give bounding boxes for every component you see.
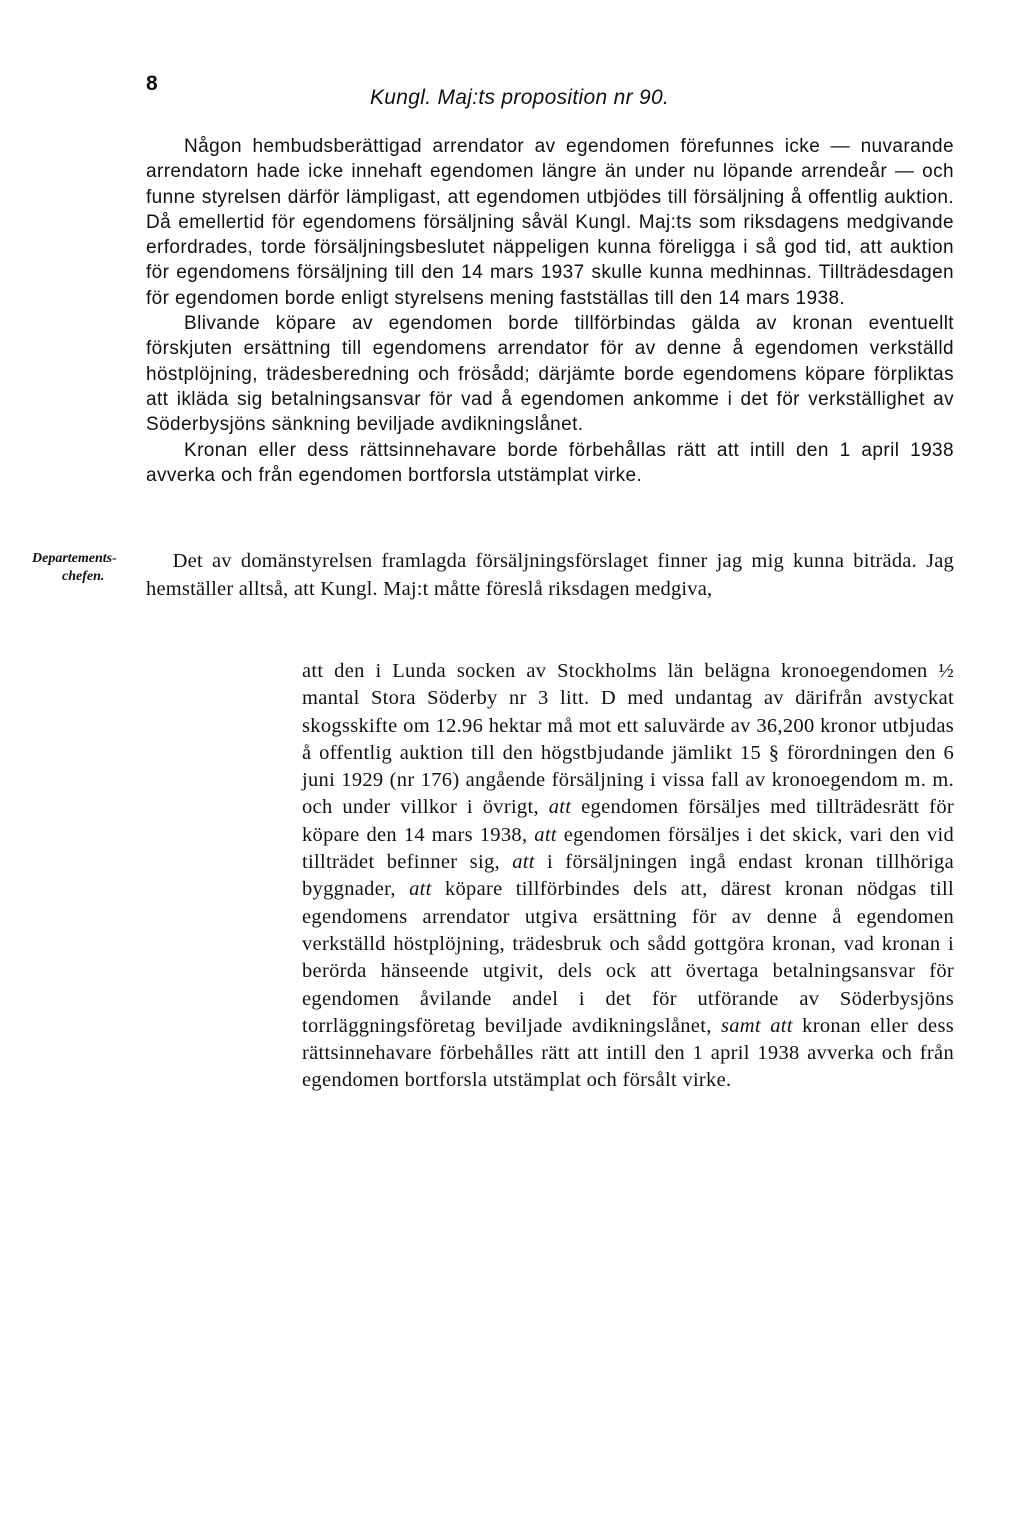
proposal-segment-1: att den i Lunda socken av Stockholms län belägna kronoegendomen ½ mantal Stora Söderby nr 3 litt. D med undantag av därifrån avstyckat skogsskifte om 12.96 hektar må mot ett saluvärde av 36,200 kronor utbjudas å offentlig auktion till den högstbjudande jämlikt 15 § förordningen den 6 juni 1929 (nr 176) angående försäljning i vissa fall av kronoegendom m. m. och under villkor i övrigt, (302, 660, 954, 819)
body-text (146, 134, 954, 488)
proposal-segment-5: köpare tillförbindes dels att, därest kronan nödgas till egendomens arrendator utgiva ersättning för av denne å egendomen verkställd höstplöjning, trädesbruk och sådd gottgöra kronan, vad kronan i berörda hänseende utgivit, dels ock att övertaga betalningsansvar för egendomen åvilande andel i det för utförande av Söderbysjöns torrläggningsföretag beviljade avdikningslånet, (302, 878, 954, 1037)
proposal-segment-6: kronan eller dess rättsinnehavare förbehålles rätt att intill den 1 april 1938 avverka och från egendomen bortforsla utstämplat och försålt virke. (302, 1014, 955, 1092)
proposal-paragraph (302, 658, 954, 1095)
samt-att-italic: samt att (720, 1014, 793, 1037)
minister-paragraph: Det av domänstyrelsen framlagda försäljningsförslaget finner jag mig kunna biträda. Jag hemställer alltså, att Kungl. Maj:t måtte föreslå riksdagen medgiva, (146, 550, 954, 600)
paragraph-1: Någon hembudsberättigad arrendator av egendomen förefunnes icke — nuvarande arrendatorn hade icke innehaft egendomen längre än under nu löpande arrendeår — och funne styrelsen därför lämpligast, att egendomen utbjödes till försäljning å offentlig auktion. Då emellertid för egendomens försäljning såväl Kungl. Maj:ts som riksdagens medgivande erfordrades, torde försäljningsbeslutet näppeligen kunna föreligga i så god tid, att auktion för egendomens försäljning till den 14 mars 1937 skulle kunna medhinnas. Tillträdesdagen för egendomen borde enligt styrelsens mening fastställas till den 14 mars 1938. (146, 136, 954, 309)
proposal-segment-3: egendomen försäljes i det skick, vari den vid tillträdet befinner sig, (302, 823, 955, 874)
att-italic-2: att (534, 823, 557, 846)
proposal (302, 658, 954, 1095)
page-number: 8 (146, 72, 158, 95)
att-italic-4: att (409, 878, 432, 901)
proposal-segment-4: i försäljningen ingå endast kronan tillhöriga byggnader, (302, 851, 954, 901)
paragraph-2: Blivande köpare av egendomen borde tillförbindas gälda av kronan eventuellt förskjuten ersättning till egendomens arrendator för av denne å egendomen verkställd höstplöjning, trädesberedning och frösådd; därjämte borde egendomens köpare förpliktas att ikläda sig betalningsansvar för vad å egendomen ankomme i det för verkställighet av Söderbysjöns sänkning beviljade avdikningslånet. (146, 313, 954, 436)
margin-note-line-2: chefen. (62, 569, 105, 584)
minister-statement (146, 548, 954, 603)
paragraph-3: Kronan eller dess rättsinnehavare borde förbehållas rätt att intill den 1 april 1938 avverka och från egendomen bortforsla utstämplat virke. (146, 439, 954, 486)
running-header: Kungl. Maj:ts proposition nr 90. (370, 86, 670, 109)
margin-note-line-1: Departements- (32, 551, 117, 566)
att-italic-1: att (548, 796, 572, 819)
proposal-segment-2: egendomen försäljes med tillträdesrätt för köpare den 14 mars 1938, (302, 796, 954, 846)
att-italic-3: att (512, 851, 535, 874)
margin-note (32, 550, 142, 586)
